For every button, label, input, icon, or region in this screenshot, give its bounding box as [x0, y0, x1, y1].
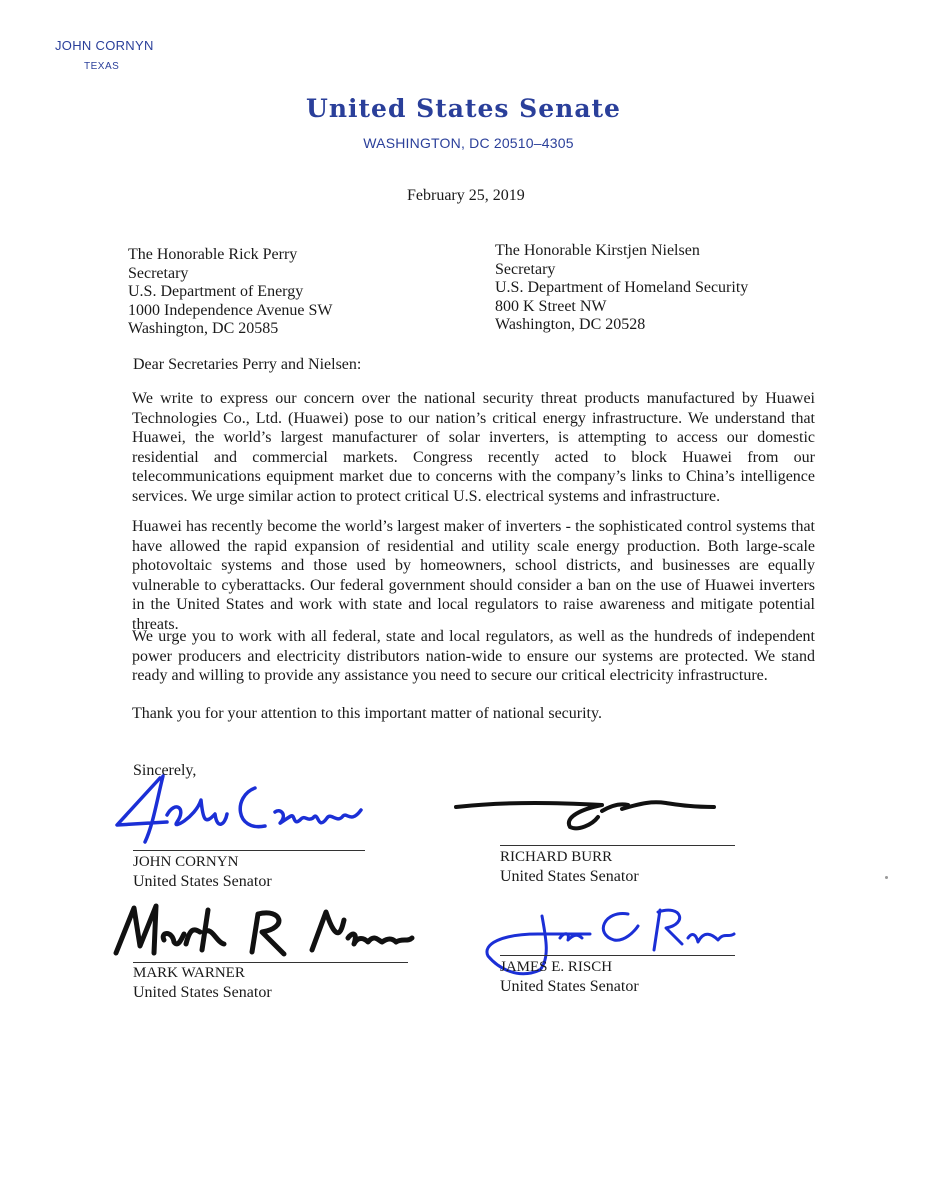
- scan-speck: [885, 876, 888, 879]
- signature-line: [133, 850, 365, 851]
- recipient-name: The Honorable Kirstjen Nielsen: [495, 242, 700, 259]
- signature-line: [500, 955, 735, 956]
- signatory-block: [133, 963, 272, 1003]
- recipient-address-right: [495, 242, 748, 335]
- signature-line: [500, 845, 735, 846]
- signatory-title: United States Senator: [500, 868, 639, 885]
- signatory-title: United States Senator: [133, 873, 272, 890]
- recipient-street: 800 K Street NW: [495, 297, 607, 315]
- signatory-name: RICHARD BURR: [500, 849, 613, 865]
- sender-name: JOHN CORNYN: [55, 38, 154, 53]
- signature-burr: [452, 795, 722, 835]
- letterhead-title: United States Senate: [306, 94, 621, 123]
- recipient-street: 1000 Independence Avenue SW: [128, 301, 333, 319]
- signatory-title: United States Senator: [500, 978, 639, 995]
- signatory-name: JOHN CORNYN: [133, 854, 239, 870]
- letterhead-address: WASHINGTON, DC 20510–4305: [363, 135, 574, 151]
- closing: Sincerely,: [133, 762, 197, 779]
- signature-warner: [112, 898, 417, 968]
- recipient-title: Secretary: [128, 264, 189, 282]
- signatory-name: MARK WARNER: [133, 965, 245, 981]
- signatory-name: JAMES E. RISCH: [500, 959, 613, 975]
- salutation: Dear Secretaries Perry and Nielsen:: [133, 356, 362, 373]
- body-paragraph: Huawei has recently become the world’s largest maker of inverters - the sophisticated control systems that have allowed the rapid expansion of residential and utility scale energy production. Both large-scale photovoltaic systems and those used by homeowners, school districts, and businesses are equally vulnerable to cyberattacks. Our federal government should consider a ban on the use of Huawei inverters in the United States and work with state and local regulators to raise awareness and mitigate potential threats.: [132, 518, 815, 633]
- signatory-block: [500, 957, 639, 997]
- body-paragraph: Thank you for your attention to this important matter of national security.: [132, 705, 602, 722]
- signatory-title: United States Senator: [133, 984, 272, 1001]
- signatory-block: [500, 847, 639, 887]
- recipient-title: Secretary: [495, 260, 556, 278]
- recipient-city: Washington, DC 20528: [495, 316, 646, 333]
- recipient-address-left: [128, 246, 333, 339]
- sender-state: TEXAS: [84, 61, 120, 72]
- body-paragraph: We urge you to work with all federal, state and local regulators, as well as the hundreds of independent power producers and electricity distributors nation-wide to ensure our systems are protected. We stand ready and willing to provide any assistance you need to secure our critical electricity infrastructure.: [132, 628, 815, 684]
- recipient-department: U.S. Department of Energy: [128, 283, 304, 300]
- signatory-block: [133, 852, 272, 892]
- recipient-city: Washington, DC 20585: [128, 320, 279, 337]
- recipient-department: U.S. Department of Homeland Security: [495, 279, 749, 296]
- letter-date: February 25, 2019: [407, 187, 525, 204]
- recipient-name: The Honorable Rick Perry: [128, 246, 298, 263]
- body-paragraph: We write to express our concern over the national security threat products manufactured by Huawei Technologies Co., Ltd. (Huawei) pose to our nation’s critical energy infrastructure. We understand that Huawei, the world’s largest manufacturer of solar inverters, is attempting to access our domestic residential and commercial markets. Congress recently acted to block Huawei from our telecommunications equipment market due to concerns with the company’s links to China’s intelligence services. We urge similar action to protect critical U.S. electrical systems and infrastructure.: [132, 390, 815, 505]
- signature-cornyn: [105, 770, 375, 850]
